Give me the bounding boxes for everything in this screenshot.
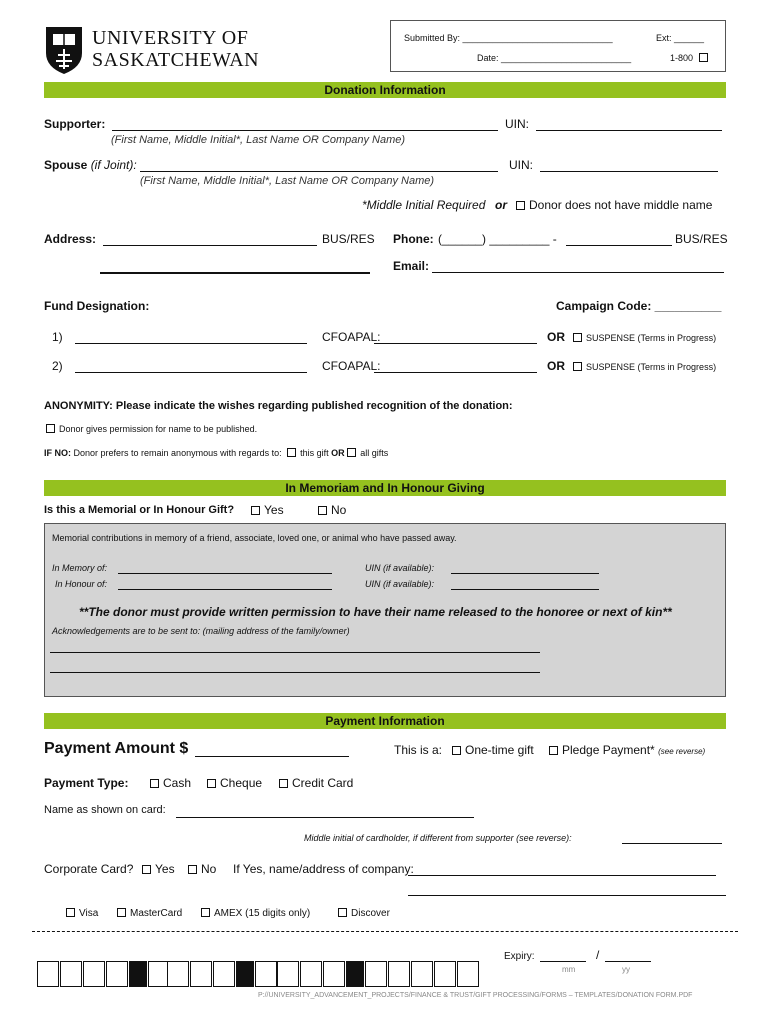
university-name-line2: SASKATCHEWAN	[92, 49, 260, 71]
card-digit-cell[interactable]	[60, 961, 82, 987]
fund-row-1-or: OR	[547, 330, 565, 344]
phone-format[interactable]: (______) _________ -	[438, 232, 557, 246]
one-time-gift-option[interactable]: One-time gift	[452, 743, 534, 757]
payment-amount-label: Payment Amount $	[44, 740, 189, 757]
phone-label: Phone:	[393, 232, 434, 246]
publish-permission-option[interactable]: Donor gives permission for name to be published.	[46, 424, 257, 434]
corporate-card-label: Corporate Card?	[44, 862, 134, 876]
phone-field[interactable]	[566, 245, 672, 246]
cash-option[interactable]: Cash	[150, 776, 191, 790]
card-digit-cell[interactable]	[213, 961, 235, 987]
visa-checkbox[interactable]	[66, 908, 75, 917]
memorial-yes-option[interactable]: Yes	[251, 503, 284, 517]
amex-option[interactable]: AMEX (15 digits only)	[201, 908, 310, 919]
acknowledgement-field-2[interactable]	[50, 672, 540, 673]
crest-icon	[44, 25, 84, 75]
in-honour-field[interactable]	[118, 589, 332, 590]
card-digit-cell[interactable]	[106, 961, 128, 987]
supporter-uin-label: UIN:	[505, 117, 529, 131]
card-digit-separator	[129, 961, 147, 987]
anonymous-row: IF NO: Donor prefers to remain anonymous with regards to: this gift OR all gifts	[44, 448, 389, 458]
card-digit-cell[interactable]	[323, 961, 345, 987]
supporter-label: Supporter:	[44, 117, 106, 131]
middle-cardholder-field[interactable]	[622, 843, 722, 844]
university-name-line1: UNIVERSITY OF	[92, 27, 249, 49]
ext-label[interactable]: Ext: ______	[656, 33, 705, 43]
card-digit-cell[interactable]	[167, 961, 189, 987]
card-digit-cell[interactable]	[388, 961, 410, 987]
corporate-no-checkbox[interactable]	[188, 865, 197, 874]
fund-row-2-number: 2)	[52, 359, 63, 373]
this-gift-checkbox[interactable]	[287, 448, 296, 457]
spouse-label: Spouse (if Joint):	[44, 158, 137, 172]
expiry-year-field[interactable]	[605, 961, 651, 962]
fund-row-1-number: 1)	[52, 330, 63, 344]
card-digit-cell[interactable]	[434, 961, 456, 987]
submitted-by-label[interactable]: Submitted By: ______________________________	[404, 33, 613, 43]
card-digit-separator	[346, 961, 364, 987]
permission-note: **The donor must provide written permission to have their name released to the honoree or next of kin**	[79, 605, 672, 619]
campaign-code-label[interactable]: Campaign Code: __________	[556, 299, 722, 313]
mastercard-option[interactable]: MasterCard	[117, 908, 182, 919]
fund-row-1-field[interactable]	[75, 343, 307, 344]
expiry-month-field[interactable]	[540, 961, 586, 962]
name-on-card-field[interactable]	[176, 817, 474, 818]
in-memory-field[interactable]	[118, 573, 332, 574]
footer-file-path: P://UNIVERSITY_ADVANCEMENT_PROJECTS/FINANCE & TRUST/GIFT PROCESSING/FORMS – TEMPLATES/DONATION FORM.PDF	[258, 992, 693, 999]
spouse-uin-field[interactable]	[540, 171, 718, 172]
tollfree-option[interactable]	[670, 53, 712, 63]
expiry-label: Expiry:	[504, 951, 535, 962]
card-digit-cell[interactable]	[457, 961, 479, 987]
company-field-1[interactable]	[408, 875, 716, 876]
company-label: If Yes, name/address of company:	[233, 862, 414, 876]
pledge-payment-checkbox[interactable]	[549, 746, 558, 755]
payment-type-label: Payment Type:	[44, 776, 129, 790]
memorial-yes-checkbox[interactable]	[251, 506, 260, 515]
card-digit-cell[interactable]	[190, 961, 212, 987]
corporate-yes-checkbox[interactable]	[142, 865, 151, 874]
visa-option[interactable]: Visa	[66, 908, 98, 919]
cash-checkbox[interactable]	[150, 779, 159, 788]
cheque-checkbox[interactable]	[207, 779, 216, 788]
fund-row-2-field[interactable]	[75, 372, 307, 373]
anonymous-text: Donor prefers to remain anonymous with regards to:	[73, 448, 282, 458]
date-label[interactable]: Date: __________________________	[477, 53, 632, 63]
section-payment-information: Payment Information	[44, 713, 726, 729]
credit-card-checkbox[interactable]	[279, 779, 288, 788]
expiry-yy-hint: yy	[622, 965, 630, 974]
publish-permission-checkbox[interactable]	[46, 424, 55, 433]
card-digit-cell[interactable]	[277, 961, 299, 987]
pledge-payment-option[interactable]: Pledge Payment* (see reverse)	[549, 743, 705, 757]
fund-row-2-suspense-option[interactable]: SUSPENSE (Terms in Progress)	[573, 362, 716, 372]
email-field[interactable]	[432, 272, 724, 273]
no-middle-name-checkbox[interactable]	[516, 201, 525, 210]
fund-row-1-cfoapal-label: CFOAPAL:	[322, 330, 381, 344]
discover-option[interactable]: Discover	[338, 908, 390, 919]
memorial-no-checkbox[interactable]	[318, 506, 327, 515]
corporate-yes-option[interactable]: Yes	[142, 862, 175, 876]
amex-checkbox[interactable]	[201, 908, 210, 917]
phone-bus-res[interactable]: BUS/RES	[675, 232, 728, 246]
anonymity-heading: ANONYMITY: Please indicate the wishes regarding published recognition of the donation:	[44, 400, 513, 412]
corporate-no-option[interactable]: No	[188, 862, 216, 876]
no-middle-name-label: Donor does not have middle name	[529, 198, 713, 212]
in-memory-uin-field[interactable]	[451, 573, 599, 574]
credit-card-option[interactable]: Credit Card	[279, 776, 353, 790]
fund-row-1-cfoapal-field[interactable]	[374, 343, 537, 344]
spouse-field[interactable]	[140, 171, 498, 172]
card-digit-cell[interactable]	[365, 961, 387, 987]
section-donation-information: Donation Information	[44, 82, 726, 98]
spouse-hint: (First Name, Middle Initial*, Last Name OR Company Name)	[140, 175, 435, 187]
all-gifts-checkbox[interactable]	[347, 448, 356, 457]
expiry-mm-hint: mm	[562, 965, 576, 974]
fund-designation-label: Fund Designation:	[44, 299, 150, 313]
fund-row-2-cfoapal-label: CFOAPAL:	[322, 359, 381, 373]
card-digit-cell[interactable]	[37, 961, 59, 987]
supporter-hint: (First Name, Middle Initial*, Last Name OR Company Name)	[111, 134, 406, 146]
fund-row-2-or: OR	[547, 359, 565, 373]
memorial-question: Is this a Memorial or In Honour Gift?	[44, 504, 235, 516]
in-honour-uin-field[interactable]	[451, 589, 599, 590]
address-field-1[interactable]	[103, 245, 317, 246]
spouse-uin-label: UIN:	[509, 158, 533, 172]
acknowledgement-label: Acknowledgements are to be sent to: (mailing address of the family/owner)	[52, 626, 350, 636]
payment-amount-field[interactable]	[195, 756, 349, 757]
fund-row-2-suspense-checkbox[interactable]	[573, 362, 582, 371]
memorial-no-option[interactable]: No	[318, 503, 346, 517]
supporter-field[interactable]	[112, 130, 498, 131]
supporter-uin-field[interactable]	[536, 130, 722, 131]
card-digit-cell[interactable]	[83, 961, 105, 987]
company-field-2[interactable]	[408, 895, 726, 896]
in-memory-uin-label: UIN (if available):	[365, 563, 435, 573]
middle-cardholder-label: Middle initial of cardholder, if different from supporter (see reverse):	[304, 833, 572, 843]
tollfree-checkbox[interactable]	[699, 53, 708, 62]
no-middle-name-option[interactable]	[516, 198, 712, 212]
email-label: Email:	[393, 259, 430, 273]
one-time-gift-checkbox[interactable]	[452, 746, 461, 755]
middle-or: or	[495, 198, 507, 212]
acknowledgement-field-1[interactable]	[50, 652, 540, 653]
in-memory-label: In Memory of:	[52, 563, 108, 573]
card-digit-separator	[236, 961, 254, 987]
address-bus-res[interactable]: BUS/RES	[322, 232, 375, 246]
address-field-2[interactable]	[100, 272, 370, 274]
cheque-option[interactable]: Cheque	[207, 776, 262, 790]
in-honour-label: In Honour of:	[55, 579, 108, 589]
this-is-a-label: This is a:	[394, 743, 443, 757]
fund-row-1-suspense-checkbox[interactable]	[573, 333, 582, 342]
card-digit-cell[interactable]	[411, 961, 433, 987]
name-on-card-label: Name as shown on card:	[44, 804, 166, 816]
tollfree-label: 1-800	[670, 53, 694, 63]
discover-checkbox[interactable]	[338, 908, 347, 917]
office-use-box	[390, 20, 726, 72]
cut-line-divider	[32, 931, 738, 932]
section-in-memoriam: In Memoriam and In Honour Giving	[44, 480, 726, 496]
mastercard-checkbox[interactable]	[117, 908, 126, 917]
middle-initial-required: *Middle Initial Required	[362, 198, 486, 212]
memorial-intro: Memorial contributions in memory of a friend, associate, loved one, or animal who have passed away.	[52, 533, 457, 543]
card-digit-cell[interactable]	[255, 961, 277, 987]
card-digit-cell[interactable]	[300, 961, 322, 987]
fund-row-1-suspense-option[interactable]: SUSPENSE (Terms in Progress)	[573, 333, 716, 343]
expiry-slash: /	[596, 948, 600, 962]
fund-row-2-cfoapal-field[interactable]	[374, 372, 537, 373]
if-no-label: IF NO:	[44, 448, 71, 458]
in-honour-uin-label: UIN (if available):	[365, 579, 435, 589]
university-logo	[44, 25, 259, 75]
address-label: Address:	[44, 232, 97, 246]
